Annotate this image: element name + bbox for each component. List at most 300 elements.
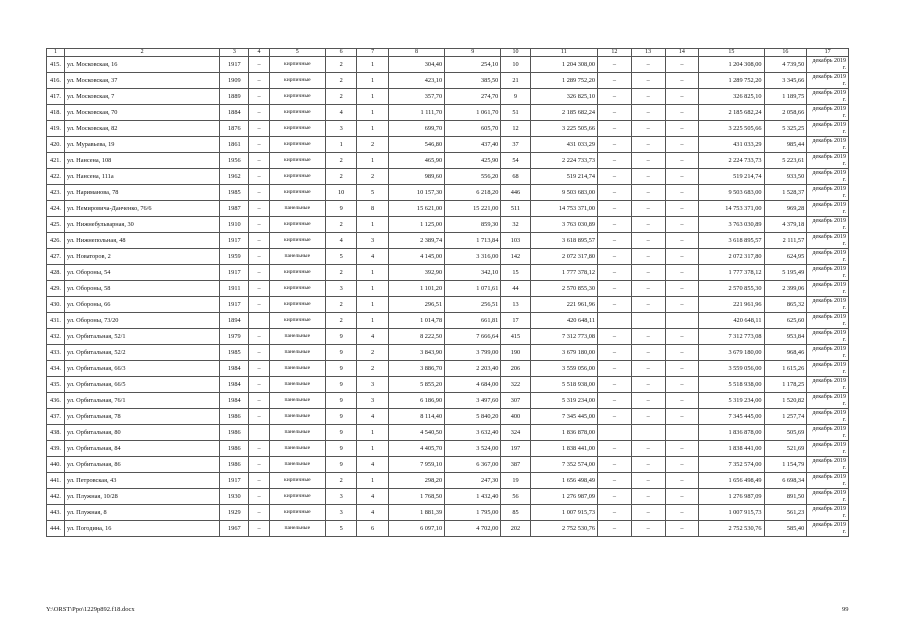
cell-cost-regional: 1 836 878,00 bbox=[699, 425, 764, 441]
table-row bbox=[47, 505, 849, 521]
table-row bbox=[47, 233, 849, 249]
cell-entrances: 2 bbox=[357, 137, 388, 153]
cell-row-number: 423. bbox=[47, 185, 65, 201]
cell-cost-source-2: – bbox=[598, 217, 632, 233]
cell-total-cost: 5 518 938,00 bbox=[530, 377, 597, 393]
cell-row-number: 436. bbox=[47, 393, 65, 409]
table-row bbox=[47, 169, 849, 185]
cell-address: ул. Орбитальная, 52/2 bbox=[64, 345, 219, 361]
cell-cost-per-sqm: 625,60 bbox=[764, 313, 807, 329]
table-row bbox=[47, 425, 849, 441]
cell-entrances: 4 bbox=[357, 505, 388, 521]
cell-cost-source-2: – bbox=[598, 249, 632, 265]
cell-cost-source-3: – bbox=[631, 489, 665, 505]
cell-cost-source-2: – bbox=[598, 73, 632, 89]
table-row bbox=[47, 89, 849, 105]
cell-year-built: 1889 bbox=[220, 89, 249, 105]
cell-wall-material: панельные bbox=[269, 425, 325, 441]
cell-planned-date: декабрь 2019 г. bbox=[807, 377, 849, 393]
cell-planned-date: декабрь 2019 г. bbox=[807, 297, 849, 313]
cell-year-built: 1884 bbox=[220, 105, 249, 121]
cell-address: ул. Орбитальная, 80 bbox=[64, 425, 219, 441]
cell-wall-material: кирпичные bbox=[269, 185, 325, 201]
cell-residents: 190 bbox=[501, 345, 530, 361]
cell-row-number: 443. bbox=[47, 505, 65, 521]
column-number-7: 7 bbox=[357, 49, 388, 57]
cell-residents: 9 bbox=[501, 89, 530, 105]
cell-planned-date: декабрь 2019 г. bbox=[807, 185, 849, 201]
cell-planned-date: декабрь 2019 г. bbox=[807, 233, 849, 249]
cell-year-overhaul: – bbox=[249, 441, 269, 457]
cell-entrances: 4 bbox=[357, 409, 388, 425]
cell-year-built: 1917 bbox=[220, 297, 249, 313]
cell-year-built: 1986 bbox=[220, 441, 249, 457]
cell-address: ул. Московская, 37 bbox=[64, 73, 219, 89]
cell-year-overhaul: – bbox=[249, 489, 269, 505]
cell-cost-regional: 3 679 180,00 bbox=[699, 345, 764, 361]
cell-cost-source-2: – bbox=[598, 505, 632, 521]
cell-planned-date: декабрь 2019 г. bbox=[807, 57, 849, 73]
cell-floors: 2 bbox=[325, 217, 356, 233]
table-body bbox=[47, 49, 849, 537]
cell-planned-date: декабрь 2019 г. bbox=[807, 249, 849, 265]
cell-residents: 51 bbox=[501, 105, 530, 121]
cell-total-cost: 2 224 733,73 bbox=[530, 153, 597, 169]
cell-total-cost: 14 753 371,00 bbox=[530, 201, 597, 217]
cell-floors: 9 bbox=[325, 457, 356, 473]
cell-year-overhaul: – bbox=[249, 153, 269, 169]
cell-wall-material: кирпичные bbox=[269, 121, 325, 137]
cell-cost-source-4: – bbox=[665, 89, 699, 105]
cell-living-area: 859,30 bbox=[445, 217, 501, 233]
cell-cost-regional: 2 072 317,80 bbox=[699, 249, 764, 265]
cell-total-cost: 519 214,74 bbox=[530, 169, 597, 185]
cell-residents: 37 bbox=[501, 137, 530, 153]
table-row bbox=[47, 441, 849, 457]
cell-floors: 4 bbox=[325, 233, 356, 249]
cell-cost-source-4: – bbox=[665, 281, 699, 297]
cell-residents: 142 bbox=[501, 249, 530, 265]
cell-cost-source-4: – bbox=[665, 249, 699, 265]
cell-total-cost: 3 618 895,57 bbox=[530, 233, 597, 249]
cell-year-built: 1985 bbox=[220, 345, 249, 361]
cell-total-cost: 2 752 530,76 bbox=[530, 521, 597, 537]
cell-cost-source-4: – bbox=[665, 393, 699, 409]
column-number-5: 5 bbox=[269, 49, 325, 57]
cell-total-cost: 9 503 683,00 bbox=[530, 185, 597, 201]
cell-cost-source-3: – bbox=[631, 153, 665, 169]
cell-wall-material: кирпичные bbox=[269, 217, 325, 233]
cell-cost-source-2 bbox=[598, 313, 632, 329]
cell-wall-material: кирпичные bbox=[269, 489, 325, 505]
cell-residents: 324 bbox=[501, 425, 530, 441]
cell-cost-source-3: – bbox=[631, 473, 665, 489]
cell-total-area: 2 389,74 bbox=[388, 233, 444, 249]
cell-cost-source-2: – bbox=[598, 105, 632, 121]
cell-address: ул. Обороны, 58 bbox=[64, 281, 219, 297]
cell-total-cost: 1 777 378,12 bbox=[530, 265, 597, 281]
cell-planned-date: декабрь 2019 г. bbox=[807, 505, 849, 521]
cell-cost-per-sqm: 2 058,66 bbox=[764, 105, 807, 121]
cell-floors: 2 bbox=[325, 473, 356, 489]
table-row bbox=[47, 121, 849, 137]
cell-row-number: 426. bbox=[47, 233, 65, 249]
cell-total-area: 1 768,50 bbox=[388, 489, 444, 505]
cell-year-built: 1984 bbox=[220, 361, 249, 377]
cell-cost-per-sqm: 585,40 bbox=[764, 521, 807, 537]
cell-year-overhaul: – bbox=[249, 281, 269, 297]
table-row bbox=[47, 185, 849, 201]
cell-total-cost: 1 656 498,49 bbox=[530, 473, 597, 489]
cell-cost-source-4: – bbox=[665, 233, 699, 249]
cell-floors: 2 bbox=[325, 297, 356, 313]
cell-cost-per-sqm: 1 154,79 bbox=[764, 457, 807, 473]
cell-cost-source-4: – bbox=[665, 441, 699, 457]
cell-cost-regional: 14 753 371,00 bbox=[699, 201, 764, 217]
cell-cost-regional: 431 033,29 bbox=[699, 137, 764, 153]
cell-entrances: 4 bbox=[357, 457, 388, 473]
cell-planned-date: декабрь 2019 г. bbox=[807, 393, 849, 409]
cell-living-area: 2 203,40 bbox=[445, 361, 501, 377]
cell-total-area: 3 886,70 bbox=[388, 361, 444, 377]
table-row bbox=[47, 73, 849, 89]
cell-address: ул. Орбитальная, 76/1 bbox=[64, 393, 219, 409]
cell-cost-source-2: – bbox=[598, 329, 632, 345]
cell-cost-regional: 519 214,74 bbox=[699, 169, 764, 185]
cell-living-area: 247,30 bbox=[445, 473, 501, 489]
table-row bbox=[47, 345, 849, 361]
housing-register-table bbox=[46, 48, 849, 537]
table-row bbox=[47, 105, 849, 121]
cell-cost-source-3: – bbox=[631, 505, 665, 521]
cell-cost-source-4: – bbox=[665, 265, 699, 281]
cell-address: ул. Нансена, 108 bbox=[64, 153, 219, 169]
cell-total-cost: 1 007 915,73 bbox=[530, 505, 597, 521]
cell-cost-regional: 1 289 752,20 bbox=[699, 73, 764, 89]
cell-cost-source-2: – bbox=[598, 89, 632, 105]
cell-total-cost: 7 312 773,08 bbox=[530, 329, 597, 345]
cell-year-overhaul: – bbox=[249, 185, 269, 201]
cell-row-number: 440. bbox=[47, 457, 65, 473]
cell-entrances: 1 bbox=[357, 217, 388, 233]
cell-cost-regional: 3 763 030,89 bbox=[699, 217, 764, 233]
cell-planned-date: декабрь 2019 г. bbox=[807, 329, 849, 345]
cell-planned-date: декабрь 2019 г. bbox=[807, 473, 849, 489]
cell-entrances: 1 bbox=[357, 89, 388, 105]
cell-cost-per-sqm: 1 528,37 bbox=[764, 185, 807, 201]
cell-entrances: 2 bbox=[357, 169, 388, 185]
cell-cost-per-sqm: 521,69 bbox=[764, 441, 807, 457]
cell-address: ул. Нижнепольная, 48 bbox=[64, 233, 219, 249]
cell-row-number: 438. bbox=[47, 425, 65, 441]
column-number-13: 13 bbox=[631, 49, 665, 57]
cell-total-area: 296,51 bbox=[388, 297, 444, 313]
cell-cost-source-4: – bbox=[665, 57, 699, 73]
cell-year-overhaul: – bbox=[249, 473, 269, 489]
cell-year-overhaul: – bbox=[249, 137, 269, 153]
cell-address: ул. Погодина, 16 bbox=[64, 521, 219, 537]
cell-living-area: 256,51 bbox=[445, 297, 501, 313]
cell-planned-date: декабрь 2019 г. bbox=[807, 73, 849, 89]
cell-planned-date: декабрь 2019 г. bbox=[807, 345, 849, 361]
cell-residents: 206 bbox=[501, 361, 530, 377]
cell-planned-date: декабрь 2019 г. bbox=[807, 281, 849, 297]
cell-year-overhaul bbox=[249, 425, 269, 441]
column-number-8: 8 bbox=[388, 49, 444, 57]
cell-living-area: 4 684,00 bbox=[445, 377, 501, 393]
cell-total-cost: 3 559 056,00 bbox=[530, 361, 597, 377]
table-row bbox=[47, 457, 849, 473]
cell-cost-source-4: – bbox=[665, 137, 699, 153]
cell-planned-date: декабрь 2019 г. bbox=[807, 489, 849, 505]
cell-cost-source-4: – bbox=[665, 73, 699, 89]
cell-row-number: 431. bbox=[47, 313, 65, 329]
cell-living-area: 4 702,00 bbox=[445, 521, 501, 537]
cell-row-number: 435. bbox=[47, 377, 65, 393]
cell-wall-material: панельные bbox=[269, 409, 325, 425]
table-row bbox=[47, 377, 849, 393]
cell-wall-material: панельные bbox=[269, 361, 325, 377]
cell-floors: 9 bbox=[325, 425, 356, 441]
register-table-sheet bbox=[46, 48, 849, 537]
cell-cost-per-sqm: 953,84 bbox=[764, 329, 807, 345]
cell-total-cost: 1 836 878,00 bbox=[530, 425, 597, 441]
cell-cost-source-3 bbox=[631, 313, 665, 329]
cell-wall-material: панельные bbox=[269, 441, 325, 457]
cell-total-area: 3 843,90 bbox=[388, 345, 444, 361]
cell-planned-date: декабрь 2019 г. bbox=[807, 521, 849, 537]
cell-entrances: 1 bbox=[357, 105, 388, 121]
cell-year-overhaul: – bbox=[249, 329, 269, 345]
cell-entrances: 1 bbox=[357, 57, 388, 73]
cell-cost-regional: 1 007 915,73 bbox=[699, 505, 764, 521]
cell-wall-material: кирпичные bbox=[269, 137, 325, 153]
cell-cost-per-sqm: 5 325,25 bbox=[764, 121, 807, 137]
cell-living-area: 6 218,20 bbox=[445, 185, 501, 201]
cell-total-area: 1 014,78 bbox=[388, 313, 444, 329]
cell-living-area: 1 071,61 bbox=[445, 281, 501, 297]
cell-total-area: 7 959,10 bbox=[388, 457, 444, 473]
cell-cost-source-3: – bbox=[631, 361, 665, 377]
cell-floors: 9 bbox=[325, 329, 356, 345]
cell-living-area: 254,10 bbox=[445, 57, 501, 73]
cell-cost-per-sqm: 5 195,49 bbox=[764, 265, 807, 281]
cell-wall-material: кирпичные bbox=[269, 281, 325, 297]
cell-floors: 3 bbox=[325, 121, 356, 137]
cell-residents: 85 bbox=[501, 505, 530, 521]
cell-residents: 322 bbox=[501, 377, 530, 393]
cell-residents: 511 bbox=[501, 201, 530, 217]
cell-total-cost: 431 033,29 bbox=[530, 137, 597, 153]
cell-cost-per-sqm: 1 189,75 bbox=[764, 89, 807, 105]
cell-cost-regional: 2 752 530,76 bbox=[699, 521, 764, 537]
table-row bbox=[47, 297, 849, 313]
cell-row-number: 439. bbox=[47, 441, 65, 457]
cell-wall-material: панельные bbox=[269, 393, 325, 409]
cell-residents: 202 bbox=[501, 521, 530, 537]
cell-floors: 2 bbox=[325, 73, 356, 89]
cell-total-cost: 3 225 505,66 bbox=[530, 121, 597, 137]
cell-total-area: 4 405,70 bbox=[388, 441, 444, 457]
cell-row-number: 422. bbox=[47, 169, 65, 185]
column-number-17: 17 bbox=[807, 49, 849, 57]
cell-living-area: 385,50 bbox=[445, 73, 501, 89]
cell-year-built: 1917 bbox=[220, 265, 249, 281]
cell-cost-per-sqm: 968,46 bbox=[764, 345, 807, 361]
cell-floors: 3 bbox=[325, 489, 356, 505]
table-row bbox=[47, 201, 849, 217]
cell-cost-per-sqm: 865,32 bbox=[764, 297, 807, 313]
cell-row-number: 442. bbox=[47, 489, 65, 505]
cell-residents: 17 bbox=[501, 313, 530, 329]
cell-cost-regional: 221 961,96 bbox=[699, 297, 764, 313]
cell-total-cost: 1 289 752,20 bbox=[530, 73, 597, 89]
cell-cost-source-3: – bbox=[631, 345, 665, 361]
table-row bbox=[47, 137, 849, 153]
cell-year-overhaul: – bbox=[249, 217, 269, 233]
cell-cost-per-sqm: 1 257,74 bbox=[764, 409, 807, 425]
cell-living-area: 1 795,00 bbox=[445, 505, 501, 521]
cell-cost-per-sqm: 4 379,18 bbox=[764, 217, 807, 233]
cell-year-overhaul: – bbox=[249, 409, 269, 425]
cell-entrances: 1 bbox=[357, 313, 388, 329]
cell-living-area: 3 497,60 bbox=[445, 393, 501, 409]
cell-living-area: 3 316,00 bbox=[445, 249, 501, 265]
cell-cost-source-4 bbox=[665, 425, 699, 441]
cell-cost-regional: 3 618 895,57 bbox=[699, 233, 764, 249]
cell-row-number: 424. bbox=[47, 201, 65, 217]
cell-year-built: 1984 bbox=[220, 377, 249, 393]
cell-living-area: 5 840,20 bbox=[445, 409, 501, 425]
cell-planned-date: декабрь 2019 г. bbox=[807, 137, 849, 153]
cell-address: ул. Нижнебульварная, 30 bbox=[64, 217, 219, 233]
cell-residents: 103 bbox=[501, 233, 530, 249]
cell-residents: 387 bbox=[501, 457, 530, 473]
cell-total-area: 392,90 bbox=[388, 265, 444, 281]
cell-residents: 10 bbox=[501, 57, 530, 73]
cell-wall-material: кирпичные bbox=[269, 105, 325, 121]
column-number-9: 9 bbox=[445, 49, 501, 57]
cell-address: ул. Плужная, 10/28 bbox=[64, 489, 219, 505]
cell-cost-source-4: – bbox=[665, 185, 699, 201]
cell-floors: 1 bbox=[325, 137, 356, 153]
cell-row-number: 419. bbox=[47, 121, 65, 137]
cell-wall-material: кирпичные bbox=[269, 233, 325, 249]
cell-row-number: 425. bbox=[47, 217, 65, 233]
cell-address: ул. Московская, 70 bbox=[64, 105, 219, 121]
cell-entrances: 4 bbox=[357, 329, 388, 345]
cell-total-area: 8 222,50 bbox=[388, 329, 444, 345]
cell-living-area: 425,90 bbox=[445, 153, 501, 169]
cell-residents: 307 bbox=[501, 393, 530, 409]
cell-cost-per-sqm: 969,28 bbox=[764, 201, 807, 217]
table-row bbox=[47, 217, 849, 233]
cell-cost-regional: 5 518 938,00 bbox=[699, 377, 764, 393]
cell-cost-source-4: – bbox=[665, 409, 699, 425]
cell-year-built: 1917 bbox=[220, 473, 249, 489]
cell-living-area: 1 713,84 bbox=[445, 233, 501, 249]
cell-cost-source-4: – bbox=[665, 297, 699, 313]
cell-cost-source-3: – bbox=[631, 201, 665, 217]
cell-total-area: 5 855,20 bbox=[388, 377, 444, 393]
cell-wall-material: кирпичные bbox=[269, 153, 325, 169]
cell-floors: 2 bbox=[325, 89, 356, 105]
cell-cost-source-4: – bbox=[665, 153, 699, 169]
cell-floors: 3 bbox=[325, 281, 356, 297]
cell-cost-regional: 7 312 773,08 bbox=[699, 329, 764, 345]
cell-cost-source-4: – bbox=[665, 121, 699, 137]
cell-total-cost: 221 961,96 bbox=[530, 297, 597, 313]
cell-cost-source-4: – bbox=[665, 505, 699, 521]
cell-address: ул. Орбитальная, 66/3 bbox=[64, 361, 219, 377]
cell-cost-source-3: – bbox=[631, 73, 665, 89]
column-number-row bbox=[47, 49, 849, 57]
cell-year-built: 1911 bbox=[220, 281, 249, 297]
cell-address: ул. Немировича-Данченко, 76/6 bbox=[64, 201, 219, 217]
cell-floors: 9 bbox=[325, 409, 356, 425]
cell-total-cost: 1 838 441,00 bbox=[530, 441, 597, 457]
column-number-15: 15 bbox=[699, 49, 764, 57]
cell-cost-source-2: – bbox=[598, 409, 632, 425]
column-number-6: 6 bbox=[325, 49, 356, 57]
cell-year-built: 1861 bbox=[220, 137, 249, 153]
cell-row-number: 428. bbox=[47, 265, 65, 281]
cell-floors: 2 bbox=[325, 169, 356, 185]
cell-entrances: 1 bbox=[357, 153, 388, 169]
table-row bbox=[47, 281, 849, 297]
cell-cost-source-3: – bbox=[631, 249, 665, 265]
cell-total-area: 4 145,00 bbox=[388, 249, 444, 265]
cell-cost-source-2: – bbox=[598, 345, 632, 361]
cell-cost-source-2: – bbox=[598, 57, 632, 73]
cell-row-number: 433. bbox=[47, 345, 65, 361]
cell-address: ул. Обороны, 54 bbox=[64, 265, 219, 281]
cell-row-number: 429. bbox=[47, 281, 65, 297]
cell-total-area: 989,60 bbox=[388, 169, 444, 185]
cell-cost-source-2: – bbox=[598, 297, 632, 313]
cell-cost-regional: 1 777 378,12 bbox=[699, 265, 764, 281]
cell-year-built: 1984 bbox=[220, 393, 249, 409]
cell-living-area: 7 666,64 bbox=[445, 329, 501, 345]
cell-cost-source-3: – bbox=[631, 233, 665, 249]
cell-cost-regional: 326 825,10 bbox=[699, 89, 764, 105]
cell-total-cost: 2 072 317,80 bbox=[530, 249, 597, 265]
cell-entrances: 2 bbox=[357, 345, 388, 361]
cell-floors: 9 bbox=[325, 361, 356, 377]
cell-year-built: 1917 bbox=[220, 57, 249, 73]
cell-living-area: 15 221,00 bbox=[445, 201, 501, 217]
cell-wall-material: кирпичные bbox=[269, 297, 325, 313]
cell-planned-date: декабрь 2019 г. bbox=[807, 169, 849, 185]
cell-entrances: 8 bbox=[357, 201, 388, 217]
cell-entrances: 2 bbox=[357, 361, 388, 377]
cell-entrances: 5 bbox=[357, 185, 388, 201]
cell-entrances: 3 bbox=[357, 393, 388, 409]
cell-address: ул. Московская, 16 bbox=[64, 57, 219, 73]
cell-cost-source-3: – bbox=[631, 409, 665, 425]
cell-year-built: 1967 bbox=[220, 521, 249, 537]
cell-living-area: 3 524,00 bbox=[445, 441, 501, 457]
cell-row-number: 441. bbox=[47, 473, 65, 489]
cell-cost-source-4: – bbox=[665, 473, 699, 489]
cell-total-area: 10 157,30 bbox=[388, 185, 444, 201]
cell-living-area: 661,81 bbox=[445, 313, 501, 329]
cell-row-number: 434. bbox=[47, 361, 65, 377]
cell-wall-material: панельные bbox=[269, 201, 325, 217]
cell-year-overhaul bbox=[249, 313, 269, 329]
cell-total-cost: 1 276 987,09 bbox=[530, 489, 597, 505]
cell-address: ул. Плужная, 8 bbox=[64, 505, 219, 521]
